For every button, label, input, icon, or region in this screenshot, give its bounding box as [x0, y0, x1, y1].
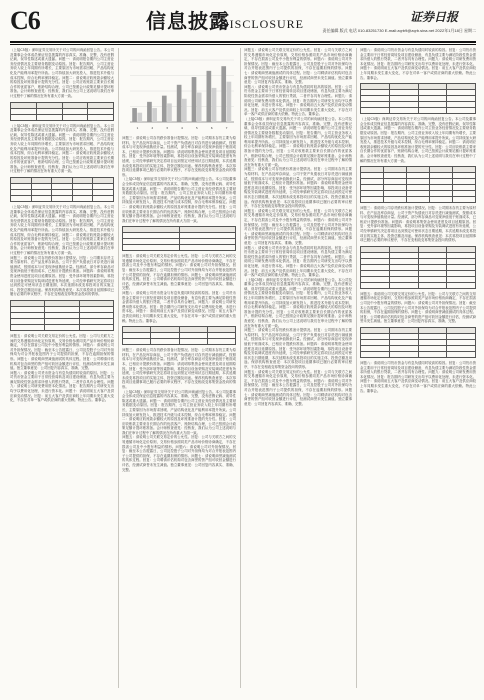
- data-table: [10, 102, 114, 121]
- masthead-rule-thin: [10, 44, 476, 45]
- chart-x-tick-label: 4: [181, 126, 183, 130]
- column-divider: [356, 48, 357, 688]
- column-text: 问题八：请说明公司货币资金与有息负债同时较高的原因。回复：公司货币资金主要用于日常经营周转及项目建设储备，有息负债主要为满足阶段性资金需求所借入的银行贷款，二者并存具有合理性。问题九：请说明公司研发费用资本化情况。回复：报告期内公司研发支出均予以费用化处理，未进行资本化。问题十：请说明前五大客户及供应商变动情况。回复：前五大客户及供应商较上年同期未发生重大变化，不存在对单一客户或供应商的重大依赖。特此公告。董事会。: [360, 361, 476, 393]
- data-table: [122, 226, 236, 251]
- column-text: （上接C5版）深圳证券交易所关于对公司的问询函回复公告。本公司及董事会全体成员保证信息披露的内容真实、准确、完整，没有虚假记载、误导性陈述或重大遗漏。问题一：请说明报告期内公司主营业务经营情况及主要财务数据变动原因。回复：报告期内，公司主营业务收入较上年同期有所增长，主要原因为市场需求回暖、产品结构优化及产能利用率提升所致。公司持续加大研发投入，推进技术升级与成本控制，综合毛利率保持稳定。问题二：请说明应收账款余额较大的原因及坏账准备计提的充分性。回复：公司应收账款主要来自长期合作的优质客户，账龄结构合理，公司已按照会计政策足额计提坏账准备。会计师核查意见：经核查，我们认为公司上述说明与我们在审计过程中了解的情况在所有重大方面一致。: [244, 277, 352, 328]
- column-text: 问题三：请说明公司存货跌价准备计提情况。回复：公司期末存货主要为原材料、在产品及库存商品，公司于资产负债表日对存货进行减值测试，按照成本与可变现净值孰低计量。经测试，部分库存商品可变现净值低于账面成本，已相应计提跌价准备。问题四：请说明募集资金使用进度及项目延期原因。回复：受外部环境等因素影响，募投项目设备采购及安装调试进度有所延缓，公司经审慎研究决定将项目达到预定可使用状态日期延期，本次延期未改变募投项目的实施主体、投资总额及用途。保荐机构核查意见：本次募投项目延期事项已履行必要的审议程序，不存在变相改变募集资金投向的情形。: [244, 167, 352, 209]
- column-text: 问题三：请说明公司存货跌价准备计提情况。回复：公司期末存货主要为原材料、在产品及库存商品，公司于资产负债表日对存货进行减值测试，按照成本与可变现净值孰低计量。经测试，部分库存商品可变现净值低于账面成本，已相应计提跌价准备。问题四：请说明募集资金使用进度及项目延期原因。回复：受外部环境等因素影响，募投项目设备采购及安装调试进度有所延缓，公司经审慎研究决定将项目达到预定可使用状态日期延期，本次延期未改变募投项目的实施主体、投资总额及用途。保荐机构核查意见：本次募投项目延期事项已履行必要的审议程序，不存在变相改变募集资金投向的情形。: [122, 136, 236, 177]
- column-text: 问题五：请说明公司关联交易定价的公允性。回复：公司与关联方之间的交易遵循市场化定价原则，交易价格参照同类产品市场价格协商确定，不存在损害公司及中小股东利益的情形。问题六：请说明公司对外担保情况。回复：截至本公告披露日，公司及控股子公司对外担保均为对合并报表范围内子公司提供的担保，不存在逾期担保的情形。问题七：请说明商誉减值测试的具体过程。回复：公司聘请评估机构对包含商誉的资产组可收回金额进行评估，经测试商誉未发生减值。独立董事意见：公司回复内容真实、准确、完整。: [122, 435, 236, 472]
- article-column-3: [244, 48, 352, 688]
- column-text: 问题五：请说明公司关联交易定价的公允性。回复：公司与关联方之间的交易遵循市场化定价原则，交易价格参照同类产品市场价格协商确定，不存在损害公司及中小股东利益的情形。问题六：请说明公司对外担保情况。回复：截至本公告披露日，公司及控股子公司对外担保均为对合并报表范围内子公司提供的担保，不存在逾期担保的情形。问题七：请说明商誉减值测试的具体过程。回复：公司聘请评估机构对包含商誉的资产组可收回金额进行评估，经测试商誉未发生减值。独立董事意见：公司回复内容真实、准确、完整。: [244, 48, 352, 85]
- column-text: （上接C5版）深圳证券交易所关于对公司的问询函回复公告。本公司及董事会全体成员保证信息披露的内容真实、准确、完整，没有虚假记载、误导性陈述或重大遗漏。问题一：请说明报告期内公司主营业务经营情况及主要财务数据变动原因。回复：报告期内，公司主营业务收入较上年同期有所增长，主要原因为市场需求回暖、产品结构优化及产能利用率提升所致。公司持续加大研发投入，推进技术升级与成本控制，综合毛利率保持稳定。问题二：请说明应收账款余额较大的原因及坏账准备计提的充分性。回复：公司应收账款主要来自长期合作的优质客户，账龄结构合理，公司已按照会计政策足额计提坏账准备。会计师核查意见：经核查，我们认为公司上述说明与我们在审计过程中了解的情况在所有重大方面一致。: [360, 117, 476, 163]
- data-table: [122, 326, 236, 345]
- chart-bar: [192, 77, 197, 122]
- chart-bar: [212, 88, 217, 122]
- chart-bar: [147, 102, 152, 122]
- chart-x-tick-label: 2: [151, 126, 154, 130]
- masthead: [10, 6, 476, 40]
- data-table: [360, 246, 476, 289]
- chart-bar: [177, 85, 182, 122]
- data-table: [360, 327, 476, 358]
- chart-x-tick-label: 7: [225, 126, 228, 130]
- chart-bar: [221, 66, 226, 122]
- column-text: 问题五：请说明公司关联交易定价的公允性。回复：公司与关联方之间的交易遵循市场化定价原则，交易价格参照同类产品市场价格协商确定，不存在损害公司及中小股东利益的情形。问题六：请说明公司对外担保情况。回复：截至本公告披露日，公司及控股子公司对外担保均为对合并报表范围内子公司提供的担保，不存在逾期担保的情形。问题七：请说明商誉减值测试的具体过程。回复：公司聘请评估机构对包含商誉的资产组可收回金额进行评估，经测试商誉未发生减值。独立董事意见：公司回复内容真实、准确、完整。: [10, 333, 114, 371]
- column-divider: [118, 48, 119, 688]
- chart-bar: [137, 113, 142, 122]
- column-text: 问题三：请说明公司存货跌价准备计提情况。回复：公司期末存货主要为原材料、在产品及库存商品，公司于资产负债表日对存货进行减值测试，按照成本与可变现净值孰低计量。经测试，部分库存商品可变现净值低于账面成本，已相应计提跌价准备。问题四：请说明募集资金使用进度及项目延期原因。回复：受外部环境等因素影响，募投项目设备采购及安装调试进度有所延缓，公司经审慎研究决定将项目达到预定可使用状态日期延期，本次延期未改变募投项目的实施主体、投资总额及用途。保荐机构核查意见：本次募投项目延期事项已履行必要的审议程序，不存在变相改变募集资金投向的情形。: [122, 348, 236, 389]
- masthead-rule: [10, 41, 476, 43]
- chart-bar: [182, 99, 187, 122]
- column-text: 问题八：请说明公司货币资金与有息负债同时较高的原因。回复：公司货币资金主要用于日常经营周转及项目建设储备，有息负债主要为满足阶段性资金需求所借入的银行贷款，二者并存具有合理性。问题九：请说明公司研发费用资本化情况。回复：报告期内公司研发支出均予以费用化处理，未进行资本化。问题十：请说明前五大客户及供应商变动情况。回复：前五大客户及供应商较上年同期未发生重大变化，不存在对单一客户或供应商的重大依赖。特此公告。董事会。: [360, 48, 476, 80]
- column-text: （上接C5版）深圳证券交易所关于对公司的问询函回复公告。本公司及董事会全体成员保证信息披露的内容真实、准确、完整，没有虚假记载、误导性陈述或重大遗漏。问题一：请说明报告期内公司主营业务经营情况及主要财务数据变动原因。回复：报告期内，公司主营业务收入较上年同期有所增长，主要原因为市场需求回暖、产品结构优化及产能利用率提升所致。公司持续加大研发投入，推进技术升级与成本控制，综合毛利率保持稳定。问题二：请说明应收账款余额较大的原因及坏账准备计提的充分性。回复：公司应收账款主要来自长期合作的优质客户，账龄结构合理，公司已按照会计政策足额计提坏账准备。会计师核查意见：经核查，我们认为公司上述说明与我们在审计过程中了解的情况在所有重大方面一致。: [122, 389, 236, 435]
- column-text: 问题八：请说明公司货币资金与有息负债同时较高的原因。回复：公司货币资金主要用于日常经营周转及项目建设储备，有息负债主要为满足阶段性资金需求所借入的银行贷款，二者并存具有合理性。问题九：请说明公司研发费用资本化情况。回复：报告期内公司研发支出均予以费用化处理，未进行资本化。问题十：请说明前五大客户及供应商变动情况。回复：前五大客户及供应商较上年同期未发生重大变化，不存在对单一客户或供应商的重大依赖。特此公告。董事会。: [244, 84, 352, 117]
- section-title-en: DISCLOSURE: [220, 17, 305, 31]
- newspaper-logo: 证券日报: [409, 10, 458, 24]
- chart-bar: [152, 108, 157, 122]
- column-text: 问题五：请说明公司关联交易定价的公允性。回复：公司与关联方之间的交易遵循市场化定价原则，交易价格参照同类产品市场价格协商确定，不存在损害公司及中小股东利益的情形。问题六：请说明公司对外担保情况。回复：截至本公告披露日，公司及控股子公司对外担保均为对合并报表范围内子公司提供的担保，不存在逾期担保的情形。问题七：请说明商誉减值测试的具体过程。回复：公司聘请评估机构对包含商誉的资产组可收回金额进行评估，经测试商誉未发生减值。独立董事意见：公司回复内容真实、准确、完整。: [244, 369, 352, 406]
- page-number: C6: [10, 6, 40, 35]
- chart-bar: [162, 96, 167, 122]
- column-text: 问题五：请说明公司关联交易定价的公允性。回复：公司与关联方之间的交易遵循市场化定价原则，交易价格参照同类产品市场价格协商确定，不存在损害公司及中小股东利益的情形。问题六：请说明公司对外担保情况。回复：截至本公告披露日，公司及控股子公司对外担保均为对合并报表范围内子公司提供的担保，不存在逾期担保的情形。问题七：请说明商誉减值测试的具体过程。回复：公司聘请评估机构对包含商誉的资产组可收回金额进行评估，经测试商誉未发生减值。独立董事意见：公司回复内容真实、准确、完整。: [122, 254, 236, 291]
- article-column-2: [122, 136, 236, 688]
- column-text: 问题五：请说明公司关联交易定价的公允性。回复：公司与关联方之间的交易遵循市场化定价原则，交易价格参照同类产品市场价格协商确定，不存在损害公司及中小股东利益的情形。问题六：请说明公司对外担保情况。回复：截至本公告披露日，公司及控股子公司对外担保均为对合并报表范围内子公司提供的担保，不存在逾期担保的情形。问题七：请说明商誉减值测试的具体过程。回复：公司聘请评估机构对包含商誉的资产组可收回金额进行评估，经测试商誉未发生减值。独立董事意见：公司回复内容真实、准确、完整。: [244, 208, 352, 245]
- chart-bar: [132, 108, 137, 122]
- data-table: [360, 166, 476, 203]
- chart-bar: [197, 93, 202, 122]
- section-title-cn: 信息披露: [146, 9, 230, 33]
- chart-x-tick-label: 3: [166, 126, 169, 130]
- column-text: 问题八：请说明公司货币资金与有息负债同时较高的原因。回复：公司货币资金主要用于日常经营周转及项目建设储备，有息负债主要为满足阶段性资金需求所借入的银行贷款，二者并存具有合理性。问题九：请说明公司研发费用资本化情况。回复：报告期内公司研发支出均予以费用化处理，未进行资本化。问题十：请说明前五大客户及供应商变动情况。回复：前五大客户及供应商较上年同期未发生重大变化，不存在对单一客户或供应商的重大依赖。特此公告。董事会。: [244, 245, 352, 278]
- column-text: （上接C5版）深圳证券交易所关于对公司的问询函回复公告。本公司及董事会全体成员保证信息披露的内容真实、准确、完整，没有虚假记载、误导性陈述或重大遗漏。问题一：请说明报告期内公司主营业务经营情况及主要财务数据变动原因。回复：报告期内，公司主营业务收入较上年同期有所增长，主要原因为市场需求回暖、产品结构优化及产能利用率提升所致。公司持续加大研发投入，推进技术升级与成本控制，综合毛利率保持稳定。问题二：请说明应收账款余额较大的原因及坏账准备计提的充分性。回复：公司应收账款主要来自长期合作的优质客户，账龄结构合理，公司已按照会计政策足额计提坏账准备。会计师核查意见：经核查，我们认为公司上述说明与我们在审计过程中了解的情况在所有重大方面一致。: [244, 116, 352, 167]
- column-text: 问题五：请说明公司关联交易定价的公允性。回复：公司与关联方之间的交易遵循市场化定价原则，交易价格参照同类产品市场价格协商确定，不存在损害公司及中小股东利益的情形。问题六：请说明公司对外担保情况。回复：截至本公告披露日，公司及控股子公司对外担保均为对合并报表范围内子公司提供的担保，不存在逾期担保的情形。问题七：请说明商誉减值测试的具体过程。回复：公司聘请评估机构对包含商誉的资产组可收回金额进行评估，经测试商誉未发生减值。独立董事意见：公司回复内容真实、准确、完整。: [360, 291, 476, 324]
- chart-x-tick-label: 5: [195, 126, 198, 130]
- column-text: 问题八：请说明公司货币资金与有息负债同时较高的原因。回复：公司货币资金主要用于日常经营周转及项目建设储备，有息负债主要为满足阶段性资金需求所借入的银行贷款，二者并存具有合理性。问题九：请说明公司研发费用资本化情况。回复：报告期内公司研发支出均予以费用化处理，未进行资本化。问题十：请说明前五大客户及供应商变动情况。回复：前五大客户及供应商较上年同期未发生重大变化，不存在对单一客户或供应商的重大依赖。特此公告。董事会。: [122, 291, 236, 323]
- column-text: 问题八：请说明公司货币资金与有息负债同时较高的原因。回复：公司货币资金主要用于日常经营周转及项目建设储备，有息负债主要为满足阶段性资金需求所借入的银行贷款，二者并存具有合理性。问题九：请说明公司研发费用资本化情况。回复：报告期内公司研发支出均予以费用化处理，未进行资本化。问题十：请说明前五大客户及供应商变动情况。回复：前五大客户及供应商较上年同期未发生重大变化，不存在对单一客户或供应商的重大依赖。特此公告。董事会。: [10, 370, 114, 403]
- chart-bar: [207, 71, 212, 122]
- column-text: （上接C5版）深圳证券交易所关于对公司的问询函回复公告。本公司及董事会全体成员保证信息披露的内容真实、准确、完整，没有虚假记载、误导性陈述或重大遗漏。问题一：请说明报告期内公司主营业务经营情况及主要财务数据变动原因。回复：报告期内，公司主营业务收入较上年同期有所增长，主要原因为市场需求回暖、产品结构优化及产能利用率提升所致。公司持续加大研发投入，推进技术升级与成本控制，综合毛利率保持稳定。问题二：请说明应收账款余额较大的原因及坏账准备计提的充分性。回复：公司应收账款主要来自长期合作的优质客户，账龄结构合理，公司已按照会计政策足额计提坏账准备。会计师核查意见：经核查，我们认为公司上述说明与我们在审计过程中了解的情况在所有重大方面一致。: [10, 48, 114, 98]
- chart-x-tick-label: 6: [210, 126, 213, 130]
- column-text: 问题三：请说明公司存货跌价准备计提情况。回复：公司期末存货主要为原材料、在产品及库存商品，公司于资产负债表日对存货进行减值测试，按照成本与可变现净值孰低计量。经测试，部分库存商品可变现净值低于账面成本，已相应计提跌价准备。问题四：请说明募集资金使用进度及项目延期原因。回复：受外部环境等因素影响，募投项目设备采购及安装调试进度有所延缓，公司经审慎研究决定将项目达到预定可使用状态日期延期，本次延期未改变募投项目的实施主体、投资总额及用途。保荐机构核查意见：本次募投项目延期事项已履行必要的审议程序，不存在变相改变募集资金投向的情形。: [244, 328, 352, 369]
- masthead-meta: 责任编辑 版式 电话 010-83251730 E-mail:zqrb9@zqrb.sina.net 2022年1月18日 星期二: [322, 28, 476, 33]
- chart-x-tick-label: 1: [136, 126, 139, 130]
- column-divider: [240, 48, 241, 688]
- column-text: 问题三：请说明公司存货跌价准备计提情况。回复：公司期末存货主要为原材料、在产品及库存商品，公司于资产负债表日对存货进行减值测试，按照成本与可变现净值孰低计量。经测试，部分库存商品可变现净值低于账面成本，已相应计提跌价准备。问题四：请说明募集资金使用进度及项目延期原因。回复：受外部环境等因素影响，募投项目设备采购及安装调试进度有所延缓，公司经审慎研究决定将项目达到预定可使用状态日期延期，本次延期未改变募投项目的实施主体、投资总额及用途。保荐机构核查意见：本次募投项目延期事项已履行必要的审议程序，不存在变相改变募集资金投向的情形。: [360, 206, 476, 243]
- article-column-1: [10, 48, 114, 688]
- article-column-4: [360, 48, 476, 688]
- chart-canvas: [122, 56, 238, 132]
- data-table: [360, 83, 476, 114]
- data-table: [10, 177, 114, 202]
- chart-bar: [167, 103, 172, 122]
- column-text: （上接C5版）深圳证券交易所关于对公司的问询函回复公告。本公司及董事会全体成员保证信息披露的内容真实、准确、完整，没有虚假记载、误导性陈述或重大遗漏。问题一：请说明报告期内公司主营业务经营情况及主要财务数据变动原因。回复：报告期内，公司主营业务收入较上年同期有所增长，主要原因为市场需求回暖、产品结构优化及产能利用率提升所致。公司持续加大研发投入，推进技术升级与成本控制，综合毛利率保持稳定。问题二：请说明应收账款余额较大的原因及坏账准备计提的充分性。回复：公司应收账款主要来自长期合作的优质客户，账龄结构合理，公司已按照会计政策足额计提坏账准备。会计师核查意见：经核查，我们认为公司上述说明与我们在审计过程中了解的情况在所有重大方面一致。: [10, 123, 114, 174]
- column-text: （上接C5版）深圳证券交易所关于对公司的问询函回复公告。本公司及董事会全体成员保证信息披露的内容真实、准确、完整，没有虚假记载、误导性陈述或重大遗漏。问题一：请说明报告期内公司主营业务经营情况及主要财务数据变动原因。回复：报告期内，公司主营业务收入较上年同期有所增长，主要原因为市场需求回暖、产品结构优化及产能利用率提升所致。公司持续加大研发投入，推进技术升级与成本控制，综合毛利率保持稳定。问题二：请说明应收账款余额较大的原因及坏账准备计提的充分性。回复：公司应收账款主要来自长期合作的优质客户，账龄结构合理，公司已按照会计政策足额计提坏账准备。会计师核查意见：经核查，我们认为公司上述说明与我们在审计过程中了解的情况在所有重大方面一致。: [122, 177, 236, 223]
- bar-chart: [122, 50, 238, 134]
- column-text: （上接C5版）深圳证券交易所关于对公司的问询函回复公告。本公司及董事会全体成员保证信息披露的内容真实、准确、完整，没有虚假记载、误导性陈述或重大遗漏。问题一：请说明报告期内公司主营业务经营情况及主要财务数据变动原因。回复：报告期内，公司主营业务收入较上年同期有所增长，主要原因为市场需求回暖、产品结构优化及产能利用率提升所致。公司持续加大研发投入，推进技术升级与成本控制，综合毛利率保持稳定。问题二：请说明应收账款余额较大的原因及坏账准备计提的充分性。回复：公司应收账款主要来自长期合作的优质客户，账龄结构合理，公司已按照会计政策足额计提坏账准备。会计师核查意见：经核查，我们认为公司上述说明与我们在审计过程中了解的情况在所有重大方面一致。: [10, 205, 114, 255]
- chart-bar: [227, 82, 232, 122]
- column-text: 问题三：请说明公司存货跌价准备计提情况。回复：公司期末存货主要为原材料、在产品及库存商品，公司于资产负债表日对存货进行减值测试，按照成本与可变现净值孰低计量。经测试，部分库存商品可变现净值低于账面成本，已相应计提跌价准备。问题四：请说明募集资金使用进度及项目延期原因。回复：受外部环境等因素影响，募投项目设备采购及安装调试进度有所延缓，公司经审慎研究决定将项目达到预定可使用状态日期延期，本次延期未改变募投项目的实施主体、投资总额及用途。保荐机构核查意见：本次募投项目延期事项已履行必要的审议程序，不存在变相改变募集资金投向的情形。: [10, 255, 114, 297]
- data-table: [10, 300, 114, 331]
